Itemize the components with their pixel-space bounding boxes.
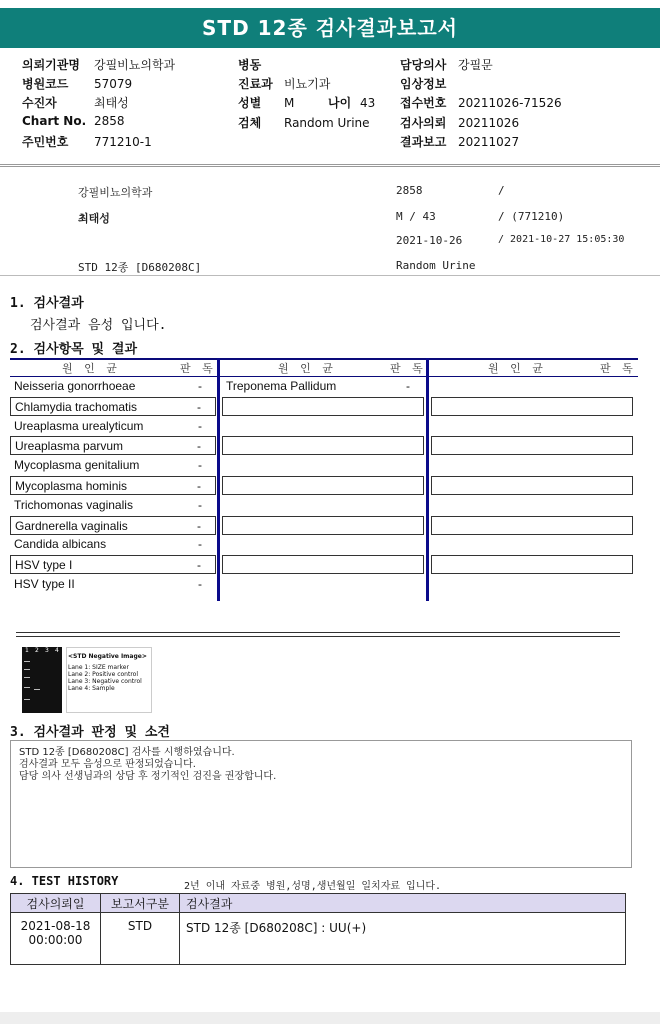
header-field-c1-3 bbox=[22, 114, 125, 128]
header-field-c2-2-value: M bbox=[284, 96, 295, 110]
header-field-c3-1 bbox=[400, 75, 458, 92]
history-result-cell: STD 12종 [D680208C] : UU(+) bbox=[180, 913, 626, 965]
pathogen-name: Candida albicans bbox=[14, 537, 107, 552]
result-row-col1 bbox=[10, 496, 216, 515]
header-age-label: 나이 bbox=[328, 96, 352, 110]
header-field-c2-1-label: 진료과 bbox=[238, 77, 273, 91]
pathogen-result: - bbox=[197, 518, 201, 533]
header-field-c3-2 bbox=[400, 94, 562, 111]
header-field-c2-2-label: 성별 bbox=[238, 96, 262, 110]
grid-header-result-1: 판 독 bbox=[180, 362, 217, 375]
pb-name: 최태성 bbox=[78, 212, 110, 225]
result-row-col2-empty bbox=[222, 397, 424, 416]
header-field-c2-2 bbox=[238, 94, 294, 111]
header-field-c1-2-value: 최태성 bbox=[94, 96, 129, 110]
gel-legend: <STD Negative Image> Lane 1: SIZE marker Lane 2: Positive control Lane 3: Negative control Lane 4: Sample bbox=[68, 653, 147, 692]
header-field-c3-2-label: 접수번호 bbox=[400, 96, 447, 110]
pathogen-result: - bbox=[198, 577, 202, 591]
grid-header-pathogen-1: 원 인 균 bbox=[62, 362, 121, 375]
header-field-c2-1-value: 비뇨기과 bbox=[284, 77, 331, 91]
header-field-c1-4-value: 771210-1 bbox=[94, 135, 152, 149]
report-title: STD 12종 검사결과보고서 bbox=[0, 8, 660, 48]
history-type-cell: STD bbox=[101, 913, 180, 965]
result-row-col2-empty bbox=[222, 476, 424, 495]
header-field-c1-2-label: 수진자 bbox=[22, 96, 57, 110]
header-field-c3-3-label: 검사의뢰 bbox=[400, 116, 447, 130]
section-2-title: 2. 검사항목 및 결과 bbox=[10, 342, 138, 357]
section-4-title: 4. TEST HISTORY bbox=[10, 874, 119, 888]
header-field-c1-0 bbox=[22, 56, 175, 73]
opinion-box bbox=[10, 740, 632, 868]
table-row[interactable] bbox=[11, 913, 626, 965]
pathogen-result: - bbox=[198, 497, 202, 512]
header-field-c3-0-label: 담당의사 bbox=[400, 58, 447, 72]
pathogen-name: Gardnerella vaginalis bbox=[15, 518, 128, 533]
header-field-c2-3-label: 검체 bbox=[238, 116, 262, 130]
header-age-value: 43 bbox=[360, 96, 376, 110]
page-bottom-strip bbox=[0, 1012, 660, 1024]
pathogen-name: HSV type I bbox=[15, 558, 73, 573]
pb-sex-age: M / 43 bbox=[396, 210, 436, 223]
results-grid bbox=[10, 358, 638, 602]
grid-header-result-2: 판 독 bbox=[390, 362, 427, 375]
header-field-c1-1-label: 병원코드 bbox=[22, 77, 69, 91]
header-field-c3-1-label: 임상정보 bbox=[400, 77, 447, 91]
history-date-cell: 2021-08-18 00:00:00 bbox=[11, 913, 101, 965]
result-row-col1 bbox=[10, 417, 216, 436]
pb-date1: 2021-10-26 bbox=[396, 234, 463, 247]
header-field-c1-4-label: 주민번호 bbox=[22, 135, 69, 149]
header-field-c3-4-value: 20211027 bbox=[458, 135, 520, 149]
history-note: 2년 이내 자료중 병원,성명,생년월일 일치자료 입니다. bbox=[184, 881, 442, 892]
result-row-col1 bbox=[10, 476, 216, 495]
result-row-col1 bbox=[10, 456, 216, 475]
patient-divider bbox=[0, 275, 660, 276]
result-row-col2-empty bbox=[222, 516, 424, 535]
header-field-c1-2 bbox=[22, 94, 129, 111]
header-field-c3-3 bbox=[400, 114, 519, 131]
pathogen-name: Ureaplasma parvum bbox=[15, 439, 124, 454]
gel-image-area bbox=[16, 636, 620, 720]
grid-header-pathogen-2: 원 인 균 bbox=[278, 362, 337, 375]
header-field-c2-1 bbox=[238, 75, 330, 92]
history-header-type: 보고서구분 bbox=[101, 894, 180, 913]
header-field-c3-3-value: 20211026 bbox=[458, 116, 520, 130]
header-field-c1-0-value: 강필비뇨의학과 bbox=[94, 58, 176, 72]
result-row-col2-empty bbox=[222, 436, 424, 455]
pb-date2: / 2021-10-27 15:05:30 bbox=[498, 234, 625, 245]
pathogen-result: - bbox=[198, 379, 202, 393]
pb-chart: 2858 bbox=[396, 184, 423, 197]
pb-clinic: 강필비뇨의학과 bbox=[78, 186, 153, 199]
pathogen-name: Mycoplasma hominis bbox=[15, 479, 128, 493]
header-field-c1-1 bbox=[22, 75, 132, 92]
pb-slash: / bbox=[498, 184, 505, 197]
result-row-col1 bbox=[10, 535, 216, 554]
opinion-line: STD 12종 [D680208C] 검사를 시행하였습니다. bbox=[19, 747, 235, 758]
opinion-line: 담당 의사 선생님과의 상담 후 정기적인 검진을 권장합니다. bbox=[19, 771, 277, 782]
history-table bbox=[10, 893, 626, 965]
grid-header-pathogen-3: 원 인 균 bbox=[488, 362, 547, 375]
header-age bbox=[328, 94, 375, 111]
header-field-c1-3-value: 2858 bbox=[94, 114, 125, 128]
result-row-col1 bbox=[10, 516, 216, 535]
pathogen-result: - bbox=[197, 439, 201, 454]
header-field-c1-4 bbox=[22, 133, 152, 150]
result-row-col2 bbox=[222, 377, 424, 396]
header-field-c3-4-label: 결과보고 bbox=[400, 135, 447, 149]
header-field-c3-0 bbox=[400, 56, 493, 73]
pathogen-result: - bbox=[197, 399, 201, 414]
result-row-col1 bbox=[10, 555, 216, 574]
pathogen-name: Chlamydia trachomatis bbox=[15, 399, 138, 414]
header-divider-2 bbox=[0, 166, 660, 167]
section-1-title: 1. 검사결과 bbox=[10, 296, 84, 311]
opinion-line: 검사결과 모두 음성으로 판정되었습니다. bbox=[19, 759, 196, 770]
pathogen-result: - bbox=[197, 479, 201, 493]
header-field-c2-3 bbox=[238, 114, 370, 131]
pathogen-name: Treponema Pallidum bbox=[226, 379, 337, 393]
result-row-col1 bbox=[10, 397, 216, 416]
pathogen-result: - bbox=[406, 379, 410, 393]
pathogen-result: - bbox=[198, 537, 202, 552]
grid-header-result-3: 판 독 bbox=[600, 362, 637, 375]
result-row-col1 bbox=[10, 377, 216, 396]
pathogen-result: - bbox=[197, 558, 201, 573]
gel-image: 1 2 3 4 bbox=[22, 647, 62, 713]
pathogen-name: Ureaplasma urealyticum bbox=[14, 418, 144, 433]
pathogen-result: - bbox=[198, 458, 202, 473]
result-row-col3-empty bbox=[431, 516, 633, 535]
pathogen-name: Mycoplasma genitalium bbox=[14, 458, 140, 473]
section-3-title: 3. 검사결과 판정 및 소견 bbox=[10, 725, 170, 740]
header-field-c2-3-value: Random Urine bbox=[284, 116, 370, 130]
result-row-col3-empty bbox=[431, 476, 633, 495]
header-field-c2-0 bbox=[238, 56, 284, 73]
result-row-col1 bbox=[10, 575, 216, 594]
header-field-c1-1-value: 57079 bbox=[94, 77, 133, 91]
pathogen-name: HSV type II bbox=[14, 577, 75, 591]
pathogen-name: Neisseria gonorrhoeae bbox=[14, 379, 136, 393]
header-field-c1-3-label: Chart No. bbox=[22, 114, 87, 128]
header-field-c3-4 bbox=[400, 133, 519, 150]
history-header-date: 검사의뢰일 bbox=[11, 894, 101, 913]
result-row-col3-empty bbox=[431, 555, 633, 574]
header-divider bbox=[0, 164, 660, 165]
pathogen-name: Trichomonas vaginalis bbox=[14, 497, 133, 512]
pb-id: / (771210) bbox=[498, 210, 565, 223]
section-1-summary: 검사결과 음성 입니다. bbox=[30, 318, 167, 333]
pb-specimen: Random Urine bbox=[396, 259, 476, 272]
result-row-col2-empty bbox=[222, 555, 424, 574]
header-field-c3-0-value: 강필문 bbox=[458, 58, 493, 72]
result-row-col1 bbox=[10, 436, 216, 455]
header-field-c1-0-label: 의뢰기관명 bbox=[22, 58, 80, 72]
header-field-c2-0-label: 병동 bbox=[238, 58, 262, 72]
pb-test: STD 12종 [D680208C] bbox=[78, 261, 202, 274]
pathogen-result: - bbox=[198, 418, 202, 433]
history-header-result: 검사결과 bbox=[180, 894, 626, 913]
result-row-col3-empty bbox=[431, 397, 633, 416]
result-row-col3-empty bbox=[431, 436, 633, 455]
header-field-c3-2-value: 20211026-71526 bbox=[458, 96, 562, 110]
